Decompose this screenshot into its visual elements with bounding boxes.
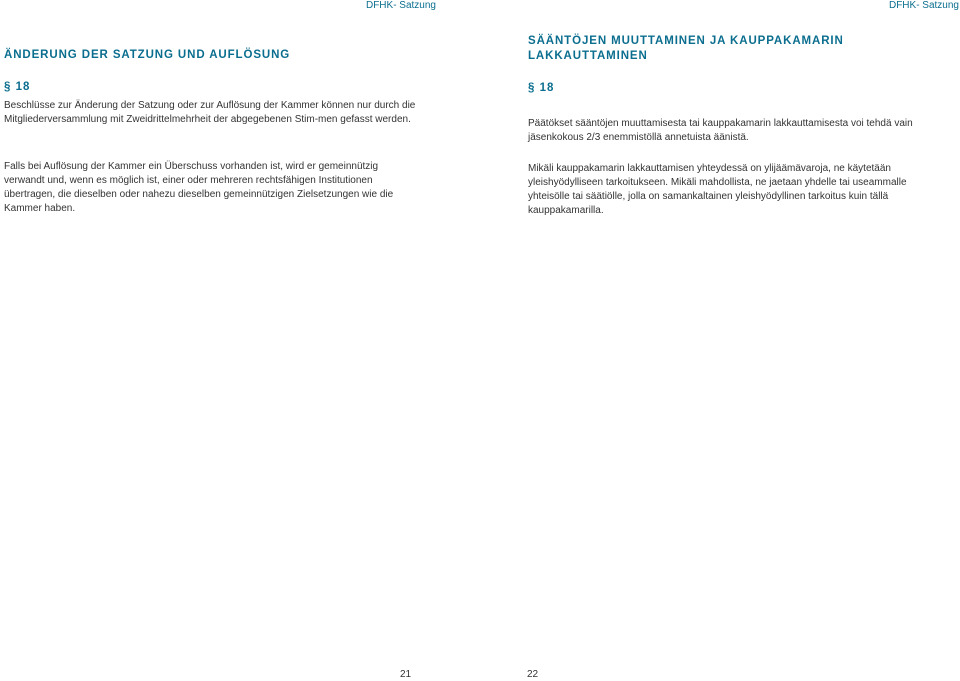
- page-number: 21: [400, 669, 412, 680]
- page-number: 22: [527, 669, 539, 680]
- running-header: DFHK- Satzung: [888, 0, 959, 11]
- body-paragraph-2: Falls bei Auflösung der Kammer ein Überschuss vorhanden ist, wird er gemeinnützig verwandt und, wenn es möglich ist, einer oder mehreren rechtsfähigen Institutionen übertragen, die dieselben oder nahezu dieselben gemeinnützigen Zielsetzungen wie die Kammer haben.: [4, 161, 394, 214]
- right-page: [480, 0, 960, 680]
- section-title: ÄNDERUNG DER SATZUNG UND AUFLÖSUNG: [4, 49, 291, 61]
- section-title: SÄÄNTÖJEN MUUTTAMINEN JA KAUPPAKAMARIN LAKKAUTTAMINEN: [528, 35, 844, 62]
- left-page: [0, 0, 480, 680]
- body-paragraph-1: Päätökset sääntöjen muuttamisesta tai kauppakamarin lakkauttamisesta voi tehdä vain jäsenkokous 2/3 enemmistöllä annetuista äänistä.: [528, 118, 913, 143]
- paragraph-number: § 18: [4, 81, 31, 93]
- body-paragraph-1: Beschlüsse zur Änderung der Satzung oder zur Auflösung der Kammer können nur durch die Mitgliederversammlung mit Zweidrittelmehrheit der abgegebenen Stim-men gefasst werden.: [4, 100, 416, 125]
- body-paragraph-2: Mikäli kauppakamarin lakkauttamisen yhteydessä on ylijäämävaroja, ne käytetään yleishyödylliseen tarkoitukseen. Mikäli mahdollista, ne jaetaan yhdelle tai useammalle yhteisölle tai säätiölle, jolla on samankaltainen yleishyödyllinen tarkoitus kuin tällä kauppakamarilla.: [528, 163, 907, 216]
- running-header: DFHK- Satzung: [365, 0, 436, 11]
- paragraph-number: § 18: [528, 82, 555, 94]
